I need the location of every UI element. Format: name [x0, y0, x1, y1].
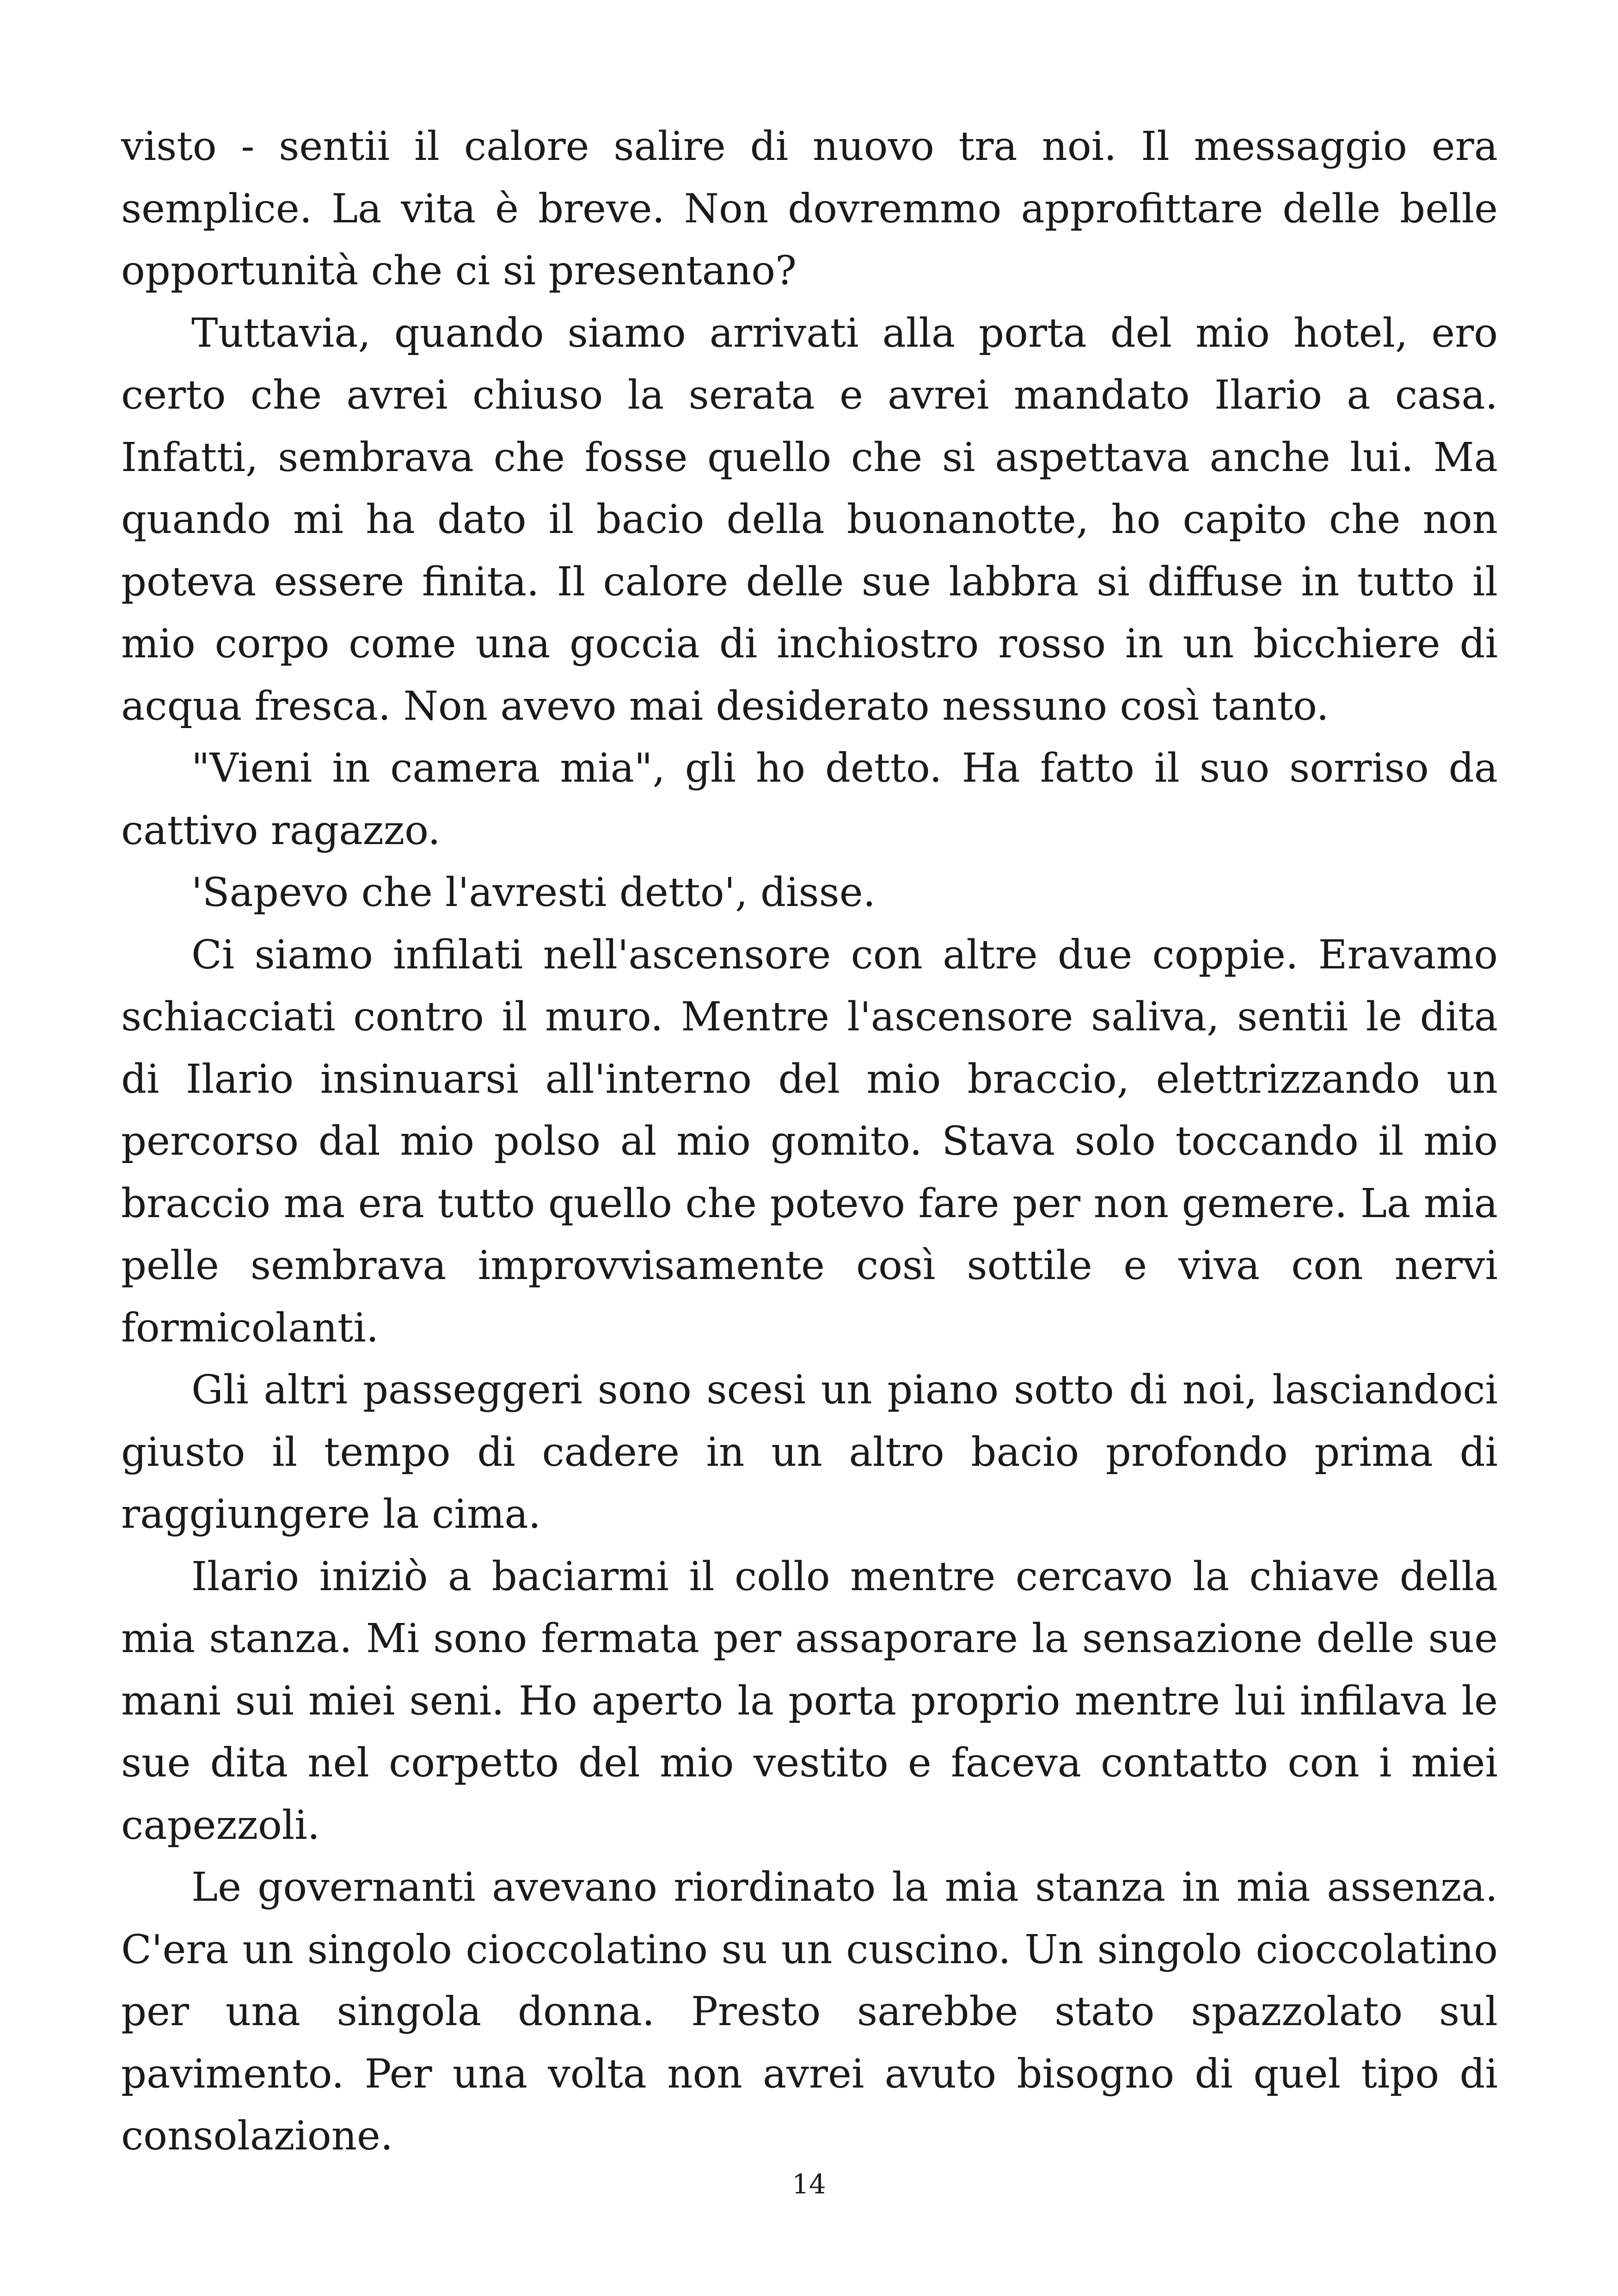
paragraph: Ilario iniziò a baciarmi il collo mentre cercavo la chiave della mia stanza. Mi sono fermata per assaporare la sensazione delle sue mani sui miei seni. Ho aperto la porta proprio mentre lui infilava le sue dita nel corpetto del mio vestito e faceva contatto con i miei capezzoli. [121, 1553, 1498, 1849]
paragraph: Gli altri passeggeri sono scesi un piano sotto di noi, lasciandoci giusto il tempo di cadere in un altro bacio profondo prima di raggiungere la cima. [121, 1367, 1498, 1537]
body-text [121, 116, 1498, 2167]
paragraph: "Vieni in camera mia", gli ho detto. Ha fatto il suo sorriso da cattivo ragazzo. [121, 745, 1498, 854]
page-number: 14 [792, 2168, 826, 2200]
paragraph-continuation: visto - sentii il calore salire di nuovo tra noi. Il messaggio era semplice. La vita è breve. Non dovremmo approfittare delle belle opportunità che ci si presentano? [121, 123, 1498, 294]
paragraph: Tuttavia, quando siamo arrivati alla porta del mio hotel, ero certo che avrei chiuso la serata e avrei mandato Ilario a casa. Infatti, sembrava che fosse quello che si aspettava anche lui. Ma quando mi ha dato il bacio della buonanotte, ho capito che non poteva essere finita. Il calore delle sue labbra si diffuse in tutto il mio corpo come una goccia di inchiostro rosso in un bicchiere di acqua fresca. Non avevo mai desiderato nessuno così tanto. [121, 310, 1498, 729]
paragraph: Le governanti avevano riordinato la mia stanza in mia assenza. C'era un singolo cioccolatino su un cuscino. Un singolo cioccolatino per una singola donna. Presto sarebbe stato spazzolato sul pavimento. Per una volta non avrei avuto bisogno di quel tipo di consolazione. [121, 1864, 1498, 2159]
paragraph: 'Sapevo che l'avresti detto', disse. [191, 869, 876, 916]
paragraph: Ci siamo infilati nell'ascensore con altre due coppie. Eravamo schiacciati contro il muro. Mentre l'ascensore saliva, sentii le dita di Ilario insinuarsi all'interno del mio braccio, elettrizzando un percorso dal mio polso al mio gomito. Stava solo toccando il mio braccio ma era tutto quello che potevo fare per non gemere. La mia pelle sembrava improvvisamente così sottile e viva con nervi formicolanti. [121, 931, 1498, 1351]
